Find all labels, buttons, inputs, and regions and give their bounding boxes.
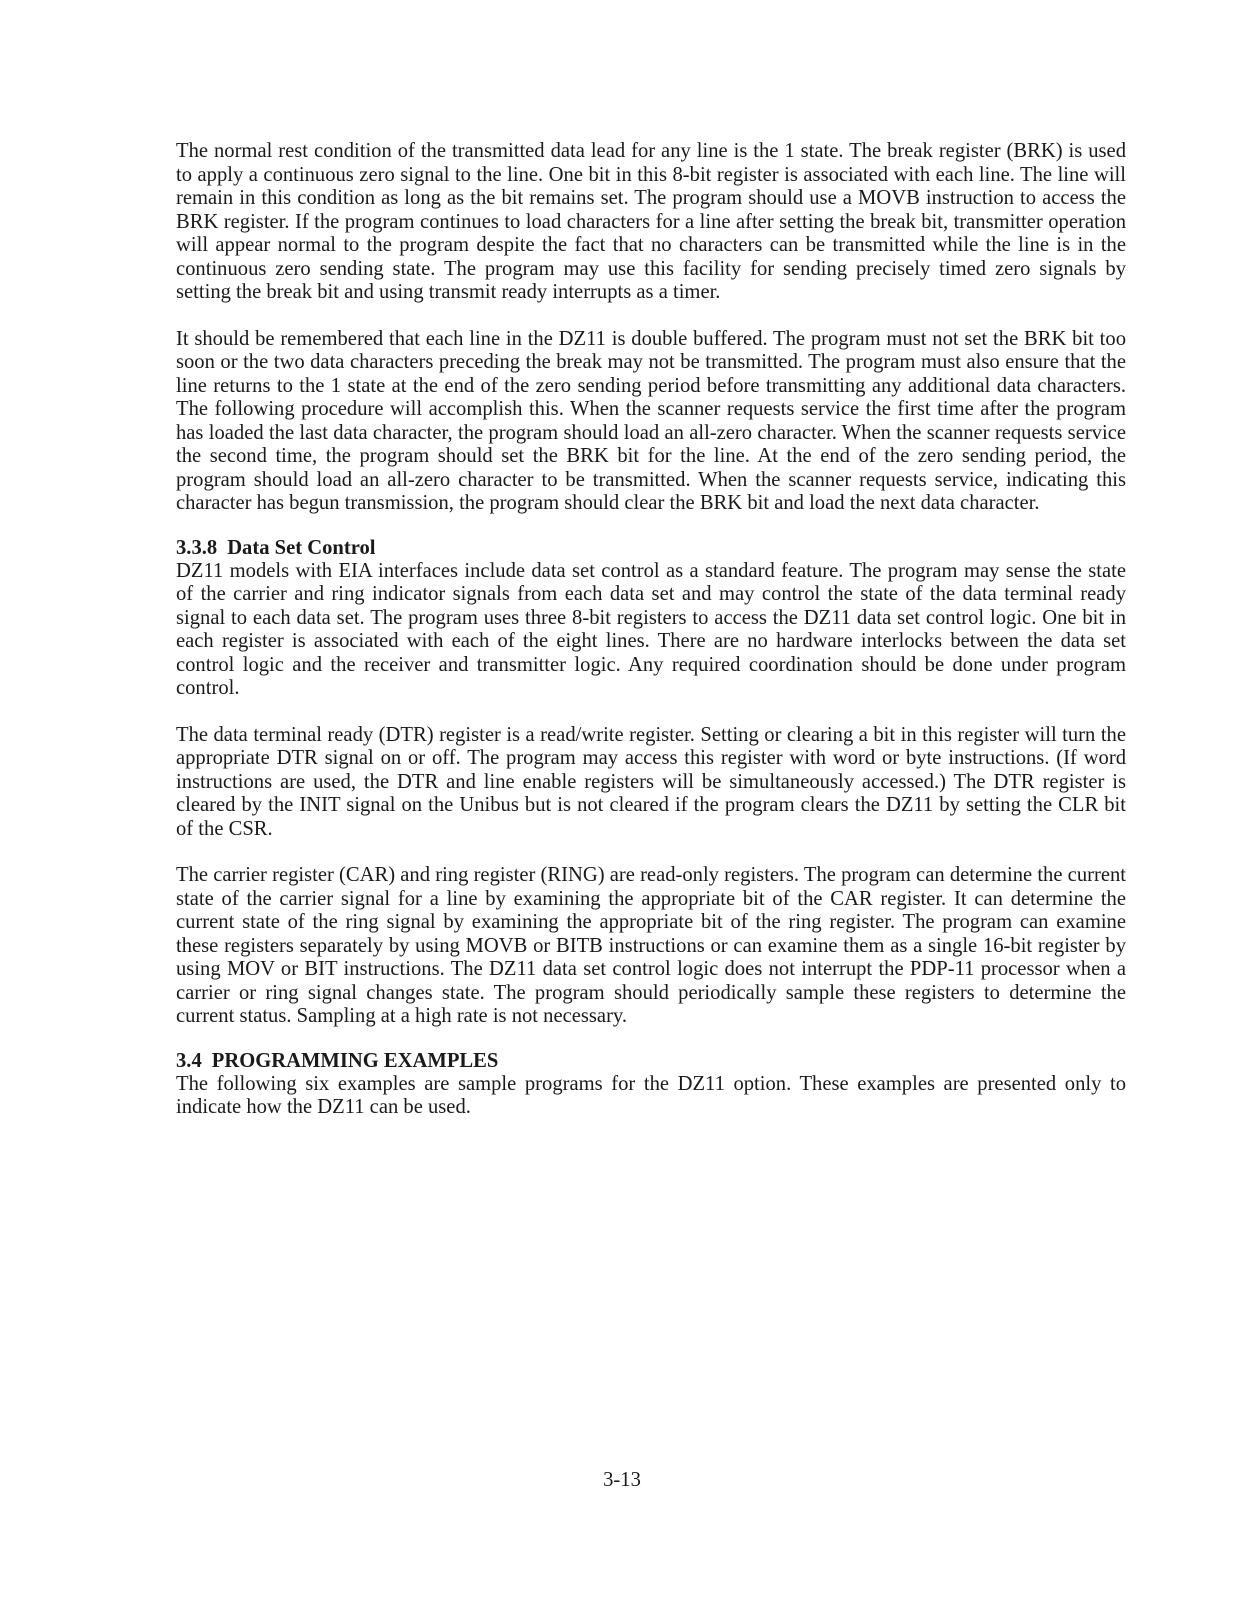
section-number: 3.3.8	[176, 536, 218, 559]
paragraph-double-buffered: It should be remembered that each line in the DZ11 is double buffered. The program must not set the BRK bit too soon or the two data characters preceding the break may not be transmitted. The program must also ensure that the line returns to the 1 state at the end of the zero sending period before transmitting any additional data characters. The following procedure will accomplish this. When the scanner requests service the first time after the program has loaded the last data character, the program should load an all-zero character. When the scanner requests service the second time, the program should set the BRK bit for the line. At the end of the zero sending period, the program should load an all-zero character to be transmitted. When the scanner requests service, indicating this character has begun transmission, the program should clear the BRK bit and load the next data character.	[176, 327, 1126, 514]
paragraph-programming-examples: The following six examples are sample programs for the DZ11 option. These examples are presented only to indicate how the DZ11 can be used.	[176, 1072, 1126, 1118]
section-heading-3-3-8	[176, 536, 1126, 560]
section-heading-3-4	[176, 1049, 1126, 1073]
document-page	[176, 140, 1126, 1120]
paragraph-car-ring-registers: The carrier register (CAR) and ring register (RING) are read-only registers. The program can determine the current state of the carrier signal for a line by examining the appropriate bit of the CAR register. It can determine the current state of the ring signal by examining the appropriate bit of the ring register. The program can examine these registers separately by using MOVB or BITB instructions or can examine them as a single 16-bit register by using MOV or BIT instructions. The DZ11 data set control logic does not interrupt the PDP-11 processor when a carrier or ring signal changes state. The program should periodically sample these registers to determine the current status. Sampling at a high rate is not necessary.	[176, 864, 1126, 1027]
section-number: 3.4	[176, 1049, 202, 1072]
section-title: Data Set Control	[227, 536, 376, 559]
paragraph-break-register: The normal rest condition of the transmitted data lead for any line is the 1 state. The break register (BRK) is used to apply a continuous zero signal to the line. One bit in this 8-bit register is associated with each line. The line will remain in this condition as long as the bit remains set. The program should use a MOVB instruction to access the BRK register. If the program continues to load characters for a line after setting the break bit, transmitter operation will appear normal to the program despite the fact that no characters can be transmitted while the line is in the continuous zero sending state. The program may use this facility for sending precisely timed zero signals by setting the break bit and using transmit ready interrupts as a timer.	[176, 140, 1126, 303]
paragraph-dtr-register: The data terminal ready (DTR) register is a read/write register. Setting or clearing a bit in this register will turn the appropriate DTR signal on or off. The program may access this register with word or byte instructions. (If word instructions are used, the DTR and line enable registers will be simultaneously accessed.) The DTR register is cleared by the INIT signal on the Unibus but is not cleared if the program clears the DZ11 by setting the CLR bit of the CSR.	[176, 723, 1126, 840]
section-title: PROGRAMMING EXAMPLES	[211, 1049, 499, 1072]
paragraph-data-set-control: DZ11 models with EIA interfaces include data set control as a standard feature. The program may sense the state of the carrier and ring indicator signals from each data set and may control the state of the data terminal ready signal to each data set. The program uses three 8-bit registers to access the DZ11 data set control logic. One bit in each register is associated with each of the eight lines. There are no hardware interlocks between the data set control logic and the receiver and transmitter logic. Any required coordination should be done under program control.	[176, 559, 1126, 699]
page-number: 3-13	[603, 1469, 641, 1491]
